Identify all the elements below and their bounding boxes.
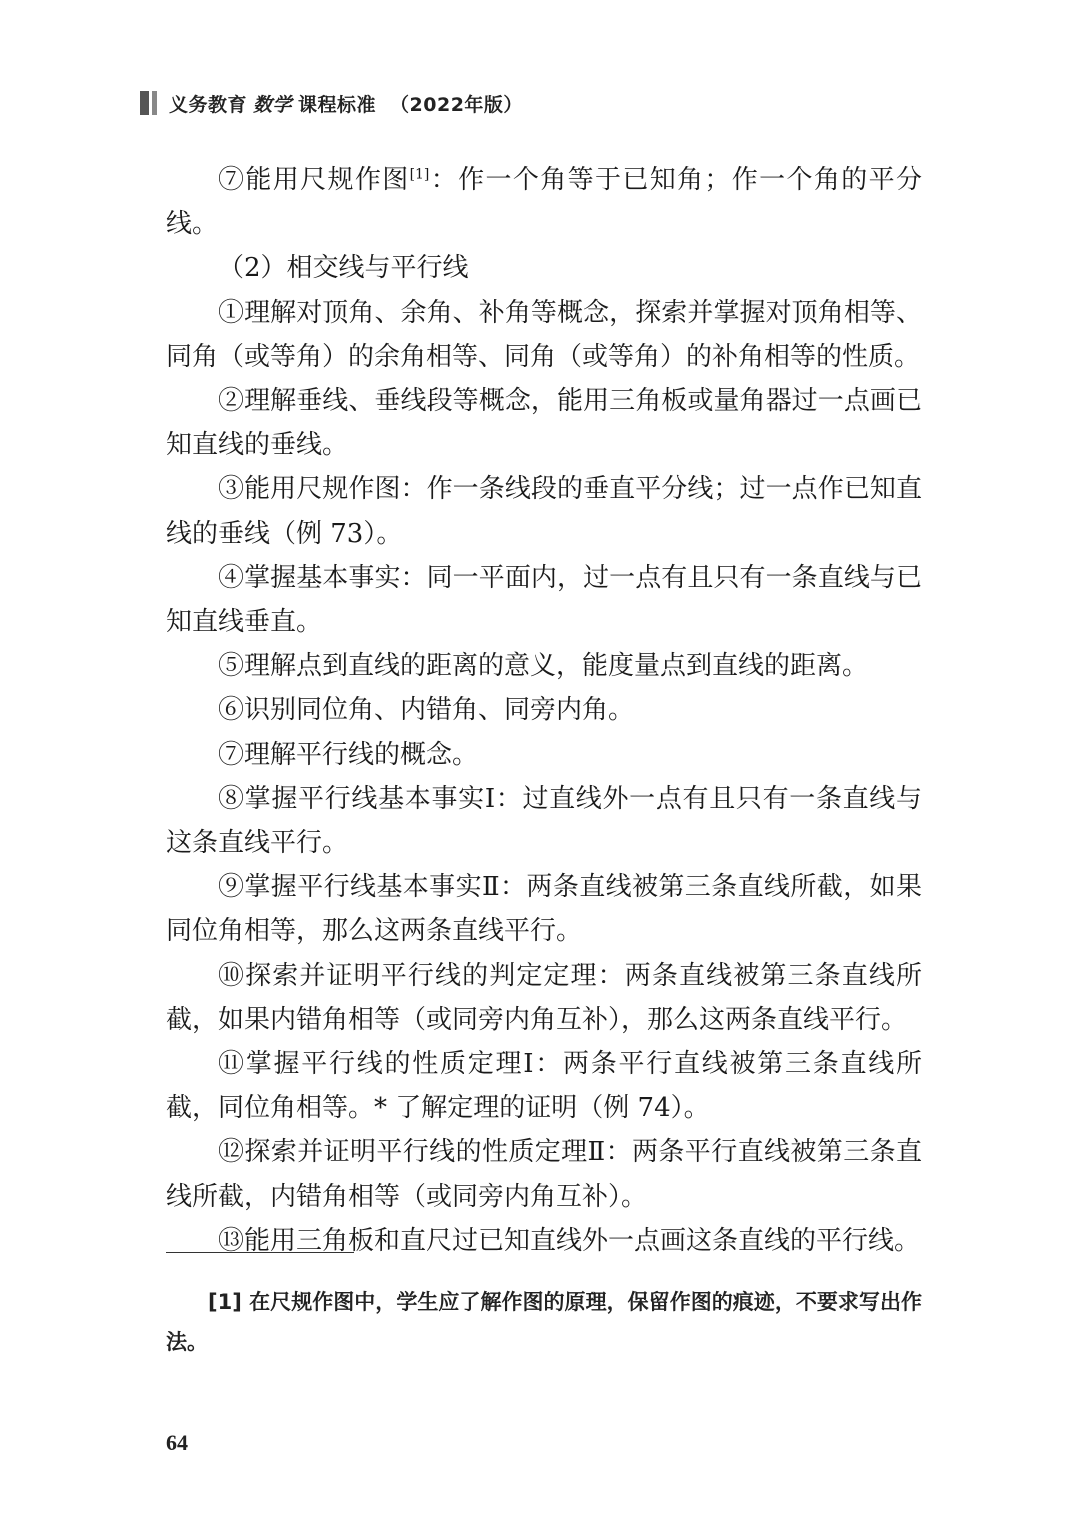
running-header [140,88,523,118]
footnote: [1] 在尺规作图中，学生应了解作图的原理，保留作图的痕迹，不要求写出作法。 [166,1290,922,1354]
paragraph: ④掌握基本事实：同一平面内，过一点有且只有一条直线与已知直线垂直。 [166,562,922,638]
paragraph: ⑦理解平行线的概念。 [218,739,479,770]
paragraph: ⑤理解点到直线的距离的意义，能度量点到直线的距离。 [218,651,869,682]
header-title [169,90,523,117]
page-number: 64 [166,1430,188,1455]
paragraph: ⑦能用尺规作图[1]：作一个角等于已知角；作一个角的平分线。 [166,165,922,240]
header-bars-icon [140,91,157,115]
paragraph: ⑧掌握平行线基本事实Ⅰ：过直线外一点有且只有一条直线与这条直线平行。 [166,783,922,859]
paragraph: ⑪掌握平行线的性质定理Ⅰ：两条平行直线被第三条直线所截，同位角相等。* 了解定理的证明（例 74）。 [166,1049,922,1124]
header-part1: 义务教育 [169,93,248,116]
paragraph: ⑫探索并证明平行线的性质定理Ⅱ：两条平行直线被第三条直线所截，内错角相等（或同旁内角互补）。 [166,1137,922,1212]
footnote-ref[interactable]: [1] [409,166,430,183]
paragraph: ⑨掌握平行线基本事实Ⅱ：两条直线被第三条直线所截，如果同位角相等，那么这两条直线平行。 [166,872,922,947]
header-part3: 课程标准 [298,93,377,116]
paragraph: ⑩探索并证明平行线的判定定理：两条直线被第三条直线所截，如果内错角相等（或同旁内角互补），那么这两条直线平行。 [166,960,922,1035]
paragraph: ③能用尺规作图：作一条线段的垂直平分线；过一点作已知直线的垂线（例 73）。 [166,474,922,549]
paragraph: ⑬能用三角板和直尺过已知直线外一点画这条直线的平行线。 [218,1225,921,1256]
body-text [166,158,922,1263]
footnote-divider [166,1252,354,1253]
paragraph: ⑥识别同位角、内错角、同旁内角。 [218,695,635,726]
header-part2: 数学 [253,93,293,116]
header-year: （2022年版） [390,93,523,116]
paragraph: ①理解对顶角、余角、补角等概念，探索并掌握对顶角相等、同角（或等角）的余角相等、同角（或等角）的补角相等的性质。 [166,297,922,372]
paragraph: ②理解垂线、垂线段等概念，能用三角板或量角器过一点画已知直线的垂线。 [166,386,922,461]
section-heading: （2）相交线与平行线 [218,253,469,284]
